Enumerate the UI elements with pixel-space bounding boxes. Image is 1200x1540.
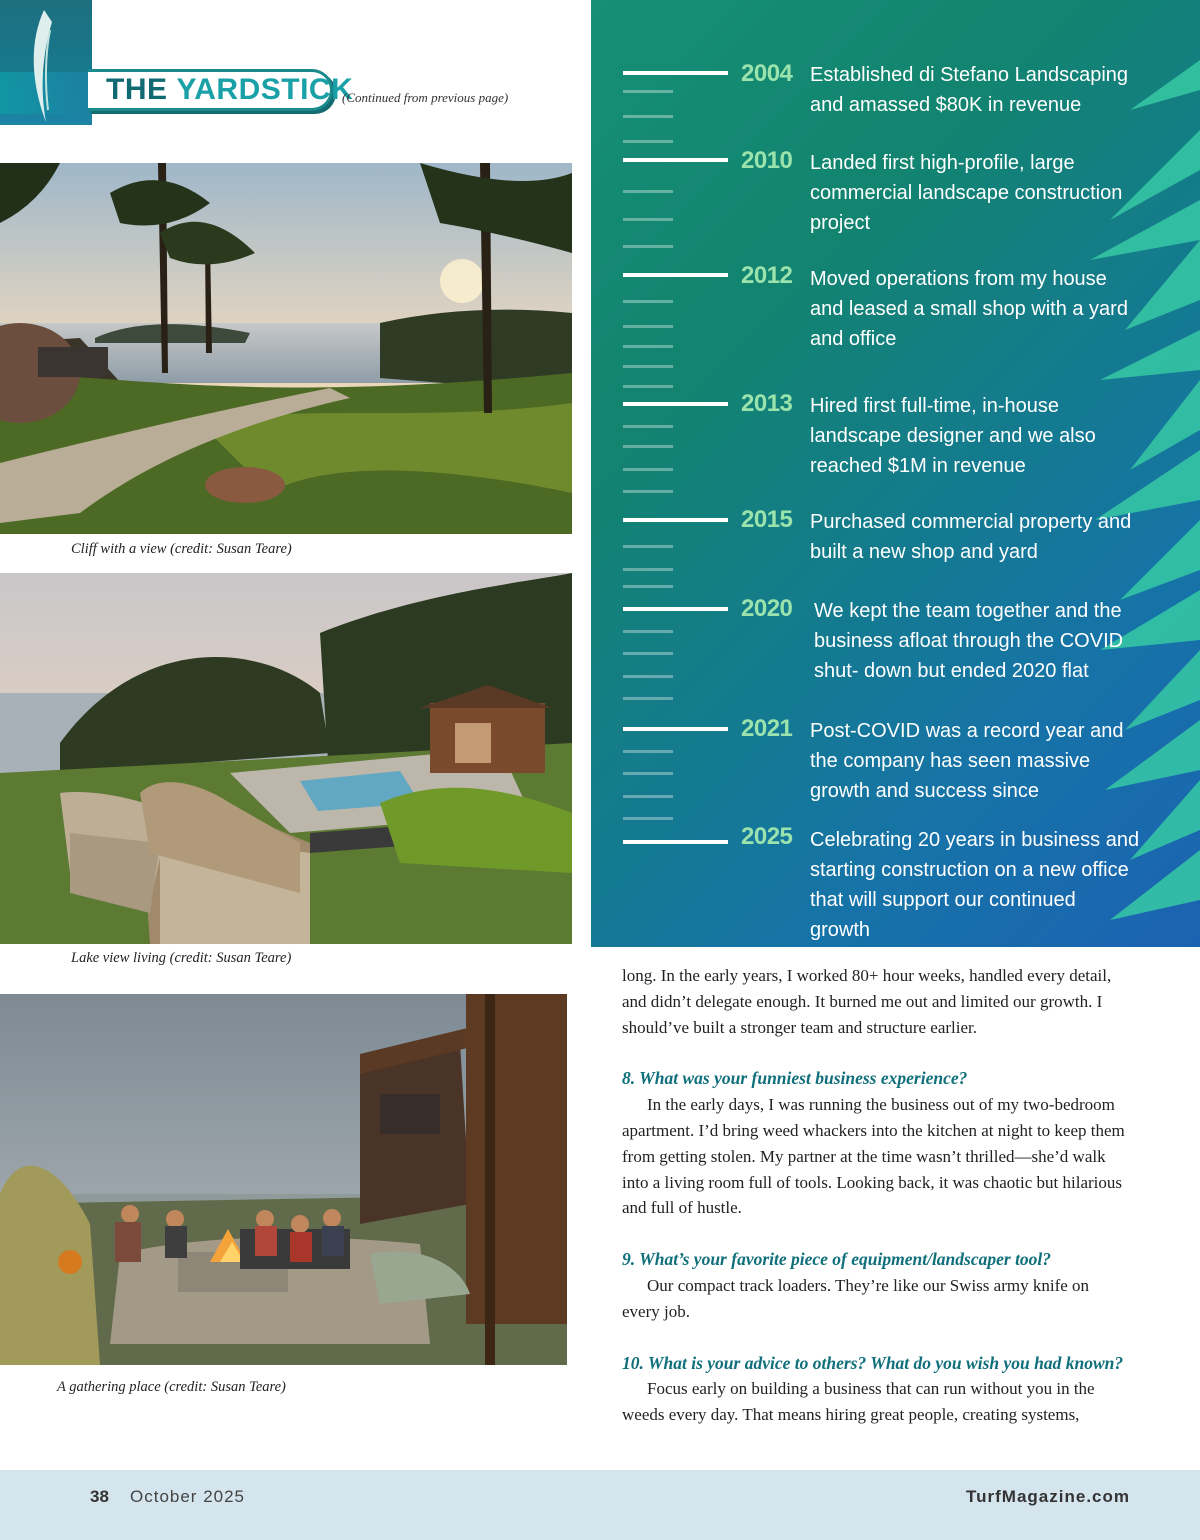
timeline-marker bbox=[623, 518, 728, 522]
ruler-tick bbox=[623, 345, 673, 348]
ruler-tick bbox=[623, 445, 673, 448]
ruler-tick bbox=[623, 490, 673, 493]
brand-word-yardstick: YARDSTICK bbox=[176, 73, 354, 106]
ruler-tick bbox=[623, 115, 673, 118]
timeline-year: 2015 bbox=[741, 506, 793, 533]
ruler-tick bbox=[623, 568, 673, 571]
ruler-tick bbox=[623, 585, 673, 588]
ruler-tick bbox=[623, 365, 673, 368]
timeline-year: 2010 bbox=[741, 147, 793, 174]
ruler-tick bbox=[623, 817, 673, 820]
photo-gathering-place bbox=[0, 994, 567, 1365]
timeline-year: 2025 bbox=[741, 823, 793, 850]
ruler-tick bbox=[623, 545, 673, 548]
ruler-tick bbox=[623, 652, 673, 655]
leaf-logo-icon bbox=[0, 0, 92, 125]
issue-date: October 2025 bbox=[130, 1487, 246, 1506]
timeline-year: 2020 bbox=[741, 595, 793, 622]
timeline-text: Established di Stefano Landscaping and amassed $80K in revenue bbox=[810, 64, 1129, 116]
timeline-marker bbox=[623, 840, 728, 844]
timeline-year: 2013 bbox=[741, 390, 793, 417]
question-heading: 9. What’s your favorite piece of equipment/landscaper tool? bbox=[622, 1249, 1052, 1270]
ruler-tick bbox=[623, 190, 673, 193]
timeline-marker bbox=[623, 273, 728, 277]
ruler-tick bbox=[623, 772, 673, 775]
ruler-tick bbox=[623, 630, 673, 633]
timeline-marker bbox=[623, 402, 728, 406]
article-paragraph: In the early days, I was running the business out of my two-bedroom apartment. I’d bring weed whackers into the kitchen at night to keep them from getting stolen. My partner at the time wasn’t thrilled—she’d walk into a living room full of tools. Looking back, it was chaotic but hilarious and full of hustle. bbox=[622, 1095, 1125, 1218]
timeline-text: Post-COVID was a record year and the company has seen massive growth and success since bbox=[810, 720, 1124, 802]
timeline-marker bbox=[623, 71, 728, 75]
timeline-text: We kept the team together and the business afloat through the COVID shut- down but ended 2020 flat bbox=[814, 600, 1124, 682]
company-timeline bbox=[591, 0, 1200, 947]
ruler-tick bbox=[623, 325, 673, 328]
question-heading: 8. What was your funniest business experience? bbox=[622, 1068, 968, 1089]
page-number: 38 bbox=[90, 1487, 109, 1506]
article-paragraph: Focus early on building a business that can run without you in the weeds every day. That means hiring great people, creating systems, bbox=[622, 1379, 1095, 1425]
timeline-text: Landed first high-profile, large commercial landscape construction project bbox=[810, 152, 1123, 234]
ruler-tick bbox=[623, 795, 673, 798]
ruler-tick bbox=[623, 385, 673, 388]
timeline-text: Moved operations from my house and leased a small shop with a yard and office bbox=[810, 268, 1128, 350]
section-title-badge bbox=[88, 69, 354, 111]
timeline-text: Purchased commercial property and built a new shop and yard bbox=[810, 511, 1132, 563]
timeline-marker bbox=[623, 727, 728, 731]
timeline-text: Celebrating 20 years in business and starting construction on a new office that will support our continued growth bbox=[810, 829, 1140, 941]
photo-caption: Cliff with a view (credit: Susan Teare) bbox=[71, 541, 292, 557]
logo-band bbox=[0, 0, 92, 125]
ruler-tick bbox=[623, 245, 673, 248]
ruler-tick bbox=[623, 697, 673, 700]
ruler-tick bbox=[623, 425, 673, 428]
article-paragraph: long. In the early years, I worked 80+ hour weeks, handled every detail, and didn’t delegate enough. It burned me out and limited our growth. I should’ve built a stronger team and structure earlier. bbox=[622, 966, 1112, 1037]
ruler-tick bbox=[623, 140, 673, 143]
photo-lake-view bbox=[0, 573, 572, 944]
ruler-tick bbox=[623, 218, 673, 221]
ruler-tick bbox=[623, 468, 673, 471]
page-footer bbox=[0, 1470, 1200, 1540]
photo-cliff-view bbox=[0, 163, 572, 534]
article-paragraph: Our compact track loaders. They’re like our Swiss army knife on every job. bbox=[622, 1275, 1090, 1321]
timeline-text: Hired first full-time, in-house landscape designer and we also reached $1M in revenue bbox=[810, 395, 1096, 477]
timeline-marker bbox=[623, 607, 728, 611]
ruler-tick bbox=[623, 675, 673, 678]
timeline-year: 2021 bbox=[741, 715, 793, 742]
brand-word-the: THE bbox=[106, 73, 168, 106]
ruler-tick bbox=[623, 90, 673, 93]
continued-note: (Continued from previous page) bbox=[342, 90, 509, 105]
photo-caption: Lake view living (credit: Susan Teare) bbox=[71, 950, 292, 966]
website-link[interactable]: TurfMagazine.com bbox=[966, 1487, 1130, 1506]
timeline-year: 2004 bbox=[741, 60, 793, 87]
ruler-tick bbox=[623, 300, 673, 303]
question-heading: 10. What is your advice to others? What do you wish you had known? bbox=[622, 1352, 1124, 1373]
timeline-marker bbox=[623, 158, 728, 162]
article-body bbox=[622, 963, 1127, 1428]
timeline-year: 2012 bbox=[741, 262, 793, 289]
photo-caption: A gathering place (credit: Susan Teare) bbox=[57, 1379, 286, 1395]
ruler-tick bbox=[623, 750, 673, 753]
